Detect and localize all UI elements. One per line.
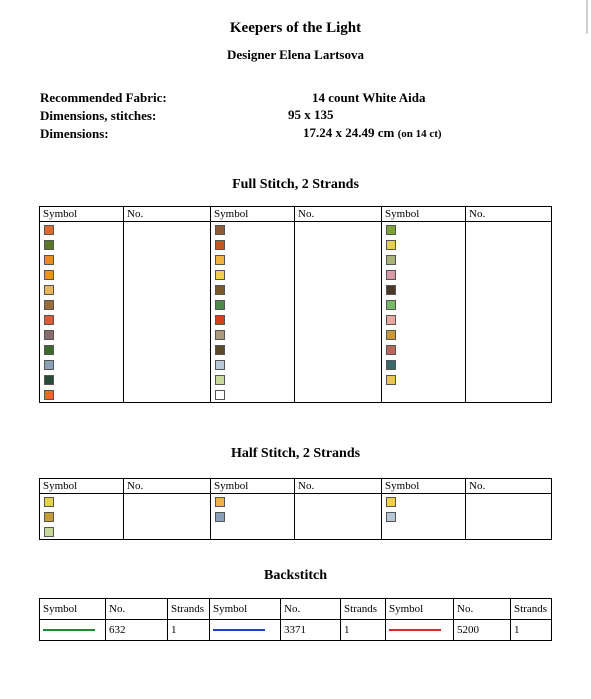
symbol-glyph — [253, 297, 295, 312]
floss-number — [124, 509, 211, 524]
symbol-swatch — [44, 375, 54, 385]
symbol-glyph — [424, 509, 466, 524]
symbol-swatch-cell — [382, 357, 424, 372]
backstitch-line-cell — [210, 620, 281, 641]
half-stitch-table — [39, 478, 552, 540]
floss-number — [295, 282, 382, 297]
symbol-glyph — [253, 372, 295, 387]
symbol-swatch — [386, 300, 396, 310]
symbol-swatch — [44, 330, 54, 340]
table-row — [40, 312, 552, 327]
symbol-swatch — [386, 345, 396, 355]
symbol-glyph — [253, 222, 295, 238]
floss-number — [466, 357, 552, 372]
half-stitch-title: Half Stitch, 2 Strands — [230, 446, 361, 461]
symbol-swatch — [386, 240, 396, 250]
symbol-glyph — [82, 494, 124, 510]
symbol-swatch-cell — [382, 327, 424, 342]
symbol-glyph — [253, 387, 295, 403]
symbol-swatch-cell — [40, 372, 82, 387]
floss-number — [295, 524, 382, 540]
symbol-swatch — [386, 375, 396, 385]
symbol-swatch — [386, 512, 396, 522]
fabric-value: 14 count White Aida — [312, 90, 426, 105]
floss-number — [124, 267, 211, 282]
backstitch-title: Backstitch — [264, 568, 327, 583]
symbol-swatch — [386, 225, 396, 235]
floss-number — [124, 524, 211, 540]
symbol-glyph — [424, 297, 466, 312]
floss-number — [466, 524, 552, 540]
symbol-swatch-cell — [382, 509, 424, 524]
table-row — [40, 524, 552, 540]
symbol-swatch — [386, 330, 396, 340]
symbol-swatch — [386, 270, 396, 280]
floss-number — [295, 222, 382, 238]
table-row — [40, 252, 552, 267]
table-row — [40, 509, 552, 524]
symbol-swatch — [44, 315, 54, 325]
symbol-glyph — [424, 222, 466, 238]
header-no: No. — [454, 599, 511, 620]
symbol-glyph — [424, 357, 466, 372]
floss-number — [466, 327, 552, 342]
symbol-glyph — [82, 267, 124, 282]
symbol-swatch-cell — [211, 312, 253, 327]
floss-number — [295, 297, 382, 312]
symbol-glyph — [82, 312, 124, 327]
symbol-swatch-cell — [40, 222, 82, 238]
floss-number — [466, 312, 552, 327]
symbol-glyph — [82, 282, 124, 297]
dimensions-note: (on 14 ct) — [397, 128, 442, 140]
header-symbol: Symbol — [211, 207, 295, 222]
floss-number — [124, 312, 211, 327]
symbol-swatch-cell — [382, 252, 424, 267]
floss-number — [124, 372, 211, 387]
symbol-swatch-cell — [40, 387, 82, 403]
symbol-swatch-cell — [382, 342, 424, 357]
floss-number — [466, 222, 552, 238]
table-row — [40, 222, 552, 238]
header-no: No. — [124, 479, 211, 494]
floss-number — [466, 372, 552, 387]
symbol-swatch — [386, 285, 396, 295]
floss-number — [295, 327, 382, 342]
floss-number: 3371 — [281, 620, 341, 641]
table-row — [40, 372, 552, 387]
dimensions-label: Dimensions: — [40, 126, 109, 141]
symbol-swatch-cell — [382, 267, 424, 282]
symbol-swatch-cell — [211, 237, 253, 252]
symbol-glyph — [424, 494, 466, 510]
symbol-swatch-cell — [211, 327, 253, 342]
symbol-glyph — [82, 297, 124, 312]
symbol-glyph — [253, 252, 295, 267]
dimensions-cm: 17.24 x 24.49 cm — [303, 125, 395, 140]
backstitch-table — [39, 598, 552, 641]
symbol-glyph — [424, 327, 466, 342]
symbol-swatch — [44, 270, 54, 280]
symbol-swatch — [44, 390, 54, 400]
symbol-swatch — [215, 345, 225, 355]
symbol-glyph — [424, 372, 466, 387]
floss-number — [295, 372, 382, 387]
symbol-swatch — [215, 285, 225, 295]
symbol-glyph — [82, 524, 124, 540]
backstitch-line — [213, 629, 265, 631]
pattern-title: Keepers of the Light — [229, 20, 362, 36]
symbol-glyph — [424, 237, 466, 252]
symbol-swatch-cell — [40, 342, 82, 357]
symbol-glyph — [82, 342, 124, 357]
header-symbol: Symbol — [40, 599, 106, 620]
header-symbol: Symbol — [40, 207, 124, 222]
floss-number — [295, 342, 382, 357]
symbol-swatch — [44, 285, 54, 295]
header-symbol: Symbol — [386, 599, 454, 620]
floss-number — [466, 387, 552, 403]
header-no: No. — [295, 207, 382, 222]
symbol-swatch-cell — [40, 297, 82, 312]
floss-number — [466, 282, 552, 297]
symbol-swatch-cell — [211, 524, 253, 540]
header-no: No. — [466, 479, 552, 494]
symbol-glyph — [253, 327, 295, 342]
symbol-glyph — [82, 237, 124, 252]
table-row — [40, 387, 552, 403]
table-row — [40, 297, 552, 312]
symbol-swatch — [44, 497, 54, 507]
table-row — [40, 267, 552, 282]
symbol-swatch — [386, 497, 396, 507]
header-symbol: Symbol — [382, 479, 466, 494]
symbol-swatch — [215, 315, 225, 325]
symbol-swatch-cell — [382, 387, 424, 403]
header-symbol: Symbol — [210, 599, 281, 620]
symbol-swatch-cell — [211, 282, 253, 297]
symbol-swatch — [215, 375, 225, 385]
symbol-swatch — [44, 240, 54, 250]
header-symbol: Symbol — [40, 479, 124, 494]
table-row — [40, 327, 552, 342]
symbol-swatch — [44, 300, 54, 310]
symbol-glyph — [253, 237, 295, 252]
symbol-swatch-cell — [40, 252, 82, 267]
symbol-swatch-cell — [382, 372, 424, 387]
backstitch-line — [43, 629, 95, 631]
header-no: No. — [295, 479, 382, 494]
designer-credit: Designer Elena Lartsova — [227, 47, 364, 62]
symbol-glyph — [82, 387, 124, 403]
symbol-glyph — [424, 267, 466, 282]
symbol-swatch — [215, 270, 225, 280]
full-stitch-header — [40, 207, 552, 222]
floss-number — [466, 342, 552, 357]
table-row — [40, 282, 552, 297]
full-stitch-table — [39, 206, 552, 403]
header-symbol: Symbol — [382, 207, 466, 222]
floss-number — [295, 494, 382, 510]
symbol-swatch-cell — [211, 372, 253, 387]
symbol-swatch-cell — [211, 252, 253, 267]
symbol-glyph — [424, 342, 466, 357]
symbol-swatch-cell — [382, 524, 424, 540]
symbol-swatch-cell — [382, 312, 424, 327]
full-stitch-title: Full Stitch, 2 Strands — [232, 177, 359, 192]
symbol-glyph — [424, 524, 466, 540]
floss-number — [295, 237, 382, 252]
symbol-glyph — [253, 357, 295, 372]
floss-number — [466, 494, 552, 510]
floss-number — [295, 267, 382, 282]
symbol-swatch — [386, 255, 396, 265]
floss-number — [124, 252, 211, 267]
table-row — [40, 357, 552, 372]
symbol-swatch — [386, 360, 396, 370]
strands-count: 1 — [511, 620, 552, 641]
symbol-swatch-cell — [211, 342, 253, 357]
floss-number — [466, 237, 552, 252]
symbol-swatch-cell — [40, 237, 82, 252]
fabric-label: Recommended Fabric: — [40, 90, 167, 105]
half-stitch-header — [40, 479, 552, 494]
floss-number — [466, 509, 552, 524]
dimensions-stitches-label: Dimensions, stitches: — [40, 108, 157, 123]
symbol-swatch-cell — [40, 327, 82, 342]
symbol-glyph — [253, 282, 295, 297]
symbol-swatch-cell — [211, 297, 253, 312]
header-no: No. — [106, 599, 168, 620]
symbol-swatch-cell — [40, 509, 82, 524]
floss-number — [466, 297, 552, 312]
symbol-glyph — [82, 252, 124, 267]
symbol-swatch-cell — [40, 312, 82, 327]
symbol-glyph — [253, 342, 295, 357]
symbol-swatch-cell — [40, 282, 82, 297]
header-no: No. — [124, 207, 211, 222]
symbol-swatch — [44, 527, 54, 537]
symbol-glyph — [253, 509, 295, 524]
floss-number — [124, 237, 211, 252]
floss-number — [124, 222, 211, 238]
symbol-swatch-cell — [40, 524, 82, 540]
symbol-glyph — [253, 312, 295, 327]
floss-number — [124, 327, 211, 342]
table-row — [40, 342, 552, 357]
table-row — [40, 237, 552, 252]
symbol-glyph — [424, 387, 466, 403]
symbol-swatch-cell — [211, 509, 253, 524]
floss-number — [124, 342, 211, 357]
header-symbol: Symbol — [211, 479, 295, 494]
floss-number — [295, 357, 382, 372]
backstitch-line-cell — [386, 620, 454, 641]
symbol-swatch-cell — [211, 494, 253, 510]
floss-number — [466, 252, 552, 267]
floss-number — [466, 267, 552, 282]
symbol-swatch — [215, 512, 225, 522]
header-strands: Strands — [168, 599, 210, 620]
symbol-swatch-cell — [40, 494, 82, 510]
symbol-swatch-cell — [211, 267, 253, 282]
symbol-glyph — [253, 267, 295, 282]
backstitch-line-cell — [40, 620, 106, 641]
symbol-swatch — [215, 330, 225, 340]
floss-number: 5200 — [454, 620, 511, 641]
backstitch-line — [389, 629, 441, 631]
symbol-glyph — [424, 252, 466, 267]
symbol-glyph — [82, 372, 124, 387]
symbol-swatch-cell — [382, 237, 424, 252]
floss-number — [295, 509, 382, 524]
table-row — [40, 494, 552, 510]
header-no: No. — [466, 207, 552, 222]
header-strands: Strands — [511, 599, 552, 620]
dimensions-stitches-value: 95 x 135 — [288, 107, 334, 122]
strands-count: 1 — [341, 620, 386, 641]
symbol-swatch-cell — [40, 357, 82, 372]
symbol-swatch-cell — [382, 282, 424, 297]
symbol-swatch-cell — [211, 387, 253, 403]
floss-number — [295, 252, 382, 267]
strands-count: 1 — [168, 620, 210, 641]
symbol-glyph — [82, 327, 124, 342]
floss-number: 632 — [106, 620, 168, 641]
symbol-swatch-cell — [382, 222, 424, 238]
symbol-glyph — [424, 312, 466, 327]
floss-number — [295, 312, 382, 327]
symbol-glyph — [253, 494, 295, 510]
symbol-swatch — [44, 512, 54, 522]
symbol-swatch — [44, 255, 54, 265]
header-strands: Strands — [341, 599, 386, 620]
symbol-swatch — [215, 225, 225, 235]
symbol-swatch — [215, 300, 225, 310]
symbol-glyph — [253, 524, 295, 540]
symbol-glyph — [82, 222, 124, 238]
symbol-glyph — [82, 357, 124, 372]
symbol-swatch — [44, 360, 54, 370]
floss-number — [124, 297, 211, 312]
symbol-swatch — [386, 315, 396, 325]
floss-number — [124, 357, 211, 372]
symbol-swatch — [215, 390, 225, 400]
symbol-swatch — [215, 255, 225, 265]
symbol-swatch — [215, 240, 225, 250]
floss-number — [124, 494, 211, 510]
symbol-swatch-cell — [382, 494, 424, 510]
symbol-swatch-cell — [40, 267, 82, 282]
symbol-swatch — [44, 345, 54, 355]
symbol-swatch-cell — [211, 357, 253, 372]
symbol-swatch — [215, 497, 225, 507]
symbol-swatch-cell — [382, 297, 424, 312]
symbol-swatch — [215, 360, 225, 370]
floss-number — [124, 282, 211, 297]
floss-number — [295, 387, 382, 403]
symbol-swatch-cell — [211, 222, 253, 238]
header-no: No. — [281, 599, 341, 620]
backstitch-row — [40, 620, 552, 641]
floss-number — [124, 387, 211, 403]
symbol-swatch — [44, 225, 54, 235]
dimensions-value — [303, 125, 442, 141]
symbol-glyph — [424, 282, 466, 297]
symbol-glyph — [82, 509, 124, 524]
backstitch-header — [40, 599, 552, 620]
